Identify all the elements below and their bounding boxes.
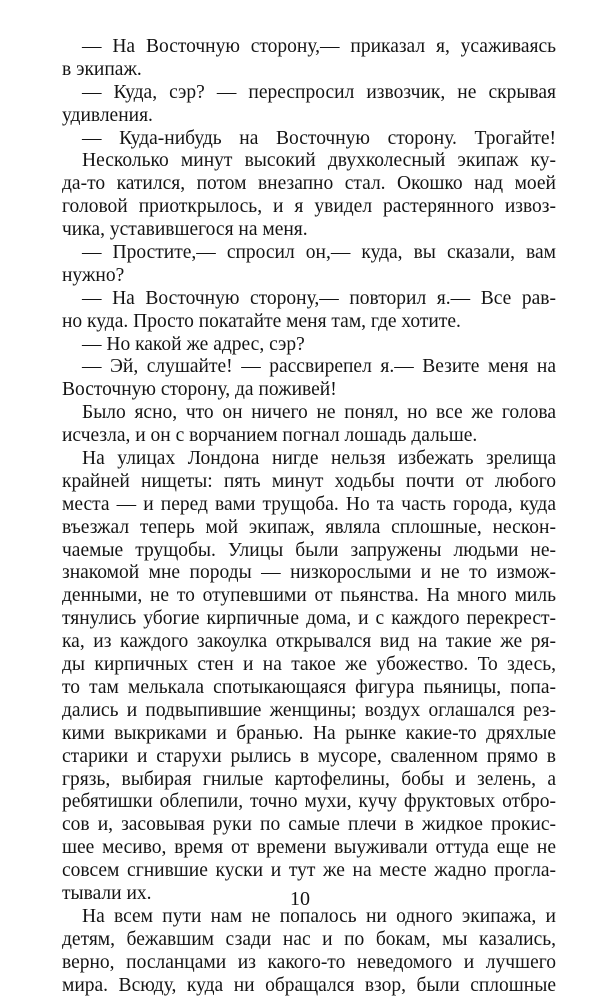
text-line: дались и подвыпившие женщины; воздух оглашался рез- [62, 699, 556, 721]
text-line: шее месиво, время от времени выуживали оттуда еще не [62, 837, 556, 859]
text-line: въезжал теперь мой экипаж, являла сплошные, нескон- [62, 516, 556, 538]
text-line: На всем пути нам не попалось ни одного экипажа, и [82, 905, 556, 927]
text-line: места — и перед вами трущоба. Но та часть города, куда [62, 493, 556, 515]
text-line: — На Восточную сторону,— повторил я.— Все рав- [82, 287, 556, 309]
text-line: грязь, выбирая гнилые картофелины, бобы и зелень, а [62, 768, 556, 790]
text-line: тянулись убогие кирпичные дома, и с каждого перекрест- [62, 608, 556, 630]
text-line: сов и, засовывая руки по самые плечи в жидкое прокис- [62, 814, 556, 836]
text-line: да-то катился, потом внезапно стал. Окошко над моей [62, 173, 556, 195]
text-line: Восточную сторону, да поживей! [62, 379, 337, 401]
text-line: удивления. [62, 104, 153, 126]
text-line: в экипаж. [62, 58, 142, 80]
text-line: мира. Всюду, куда ни обращался взор, были сплошные [62, 974, 556, 996]
text-line: знакомой мне породы — низкорослыми и не то измож- [62, 562, 556, 584]
text-line: чаемые трущобы. Улицы были запружены людьми не- [62, 539, 556, 561]
text-line: но куда. Просто покатайте меня там, где хотите. [62, 310, 461, 332]
text-line: ребятишки облепили, точно мухи, кучу фруктовых отбро- [62, 791, 556, 813]
text-line: то там мелькала спотыкающаяся фигура пьяницы, попа- [62, 676, 556, 698]
text-line: тывали их. [62, 882, 152, 904]
text-line: кими выкриками и бранью. На рынке какие-то дряхлые [62, 722, 556, 744]
page-number: 10 [290, 888, 310, 910]
text-line: чика, уставившегося на меня. [62, 219, 308, 241]
text-line: Несколько минут высокий двухколесный экипаж ку- [82, 150, 556, 172]
text-line: нужно? [62, 264, 125, 286]
text-line: верно, посланцами из какого-то неведомого и лучшего [62, 951, 556, 973]
text-line: совсем сгнившие куски и тут же на месте жадно прогла- [62, 860, 556, 882]
text-line: исчезла, и он с ворчанием погнал лошадь дальше. [62, 425, 478, 447]
text-line: — На Восточную сторону,— приказал я, усаживаясь [82, 36, 556, 57]
text-line: старики и старухи рылись в мусоре, сваленном прямо в [62, 745, 556, 767]
text-line: крайней нищеты: пять минут ходьбы почти от любого [62, 470, 556, 492]
text-line: головой приоткрылось, и я увидел растерянного извоз- [62, 196, 556, 218]
text-line: — Эй, слушайте! — рассвирепел я.— Везите меня на [82, 356, 556, 378]
text-line: денными, не то отупевшими от пьянства. На много миль [62, 585, 556, 607]
text-line: — Куда, сэр? — переспросил извозчик, не скрывая [82, 81, 556, 103]
text-line: — Куда-нибудь на Восточную сторону. Трогайте! [82, 127, 556, 149]
page-text [62, 36, 556, 997]
text-line: Было ясно, что он ничего не понял, но все же голова [82, 402, 556, 424]
text-line: — Простите,— спросил он,— куда, вы сказали, вам [82, 242, 556, 264]
text-line: На улицах Лондона нигде нельзя избежать зрелища [82, 448, 556, 470]
text-line: детям, бежавшим сзади нас и по бокам, мы казались, [62, 928, 556, 950]
text-line: — Но какой же адрес, сэр? [82, 333, 305, 355]
text-line: ка, из каждого закоулка открывался вид на такие же ря- [62, 631, 556, 653]
text-line: ды кирпичных стен и на такое же убожество. То здесь, [62, 654, 556, 676]
